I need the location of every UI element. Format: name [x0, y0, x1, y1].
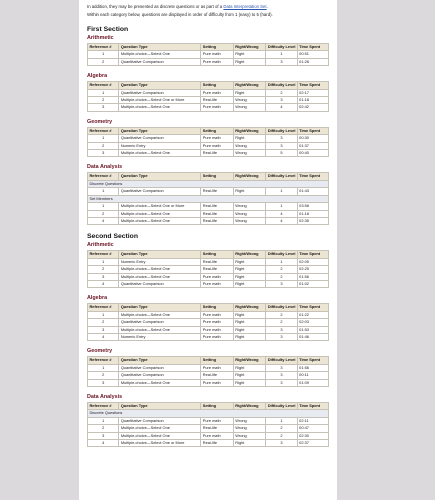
column-header: Difficulty Level — [267, 82, 296, 88]
column-header: Time Spent — [297, 82, 328, 89]
table-cell: Wrong — [233, 150, 266, 157]
table-cell: 01:18 — [297, 210, 328, 217]
table-cell: 00:11 — [297, 372, 328, 379]
group-label: Set Members — [88, 195, 329, 202]
header-row — [88, 403, 329, 410]
table-cell: 02:11 — [297, 417, 328, 424]
table-cell: 3 — [88, 326, 119, 333]
table-row — [88, 266, 329, 273]
table-cell: 00:51 — [297, 51, 328, 58]
category-title: Arithmetic — [87, 242, 114, 249]
table-row — [88, 203, 329, 210]
table-cell: Pure math — [201, 142, 234, 149]
column-header: Difficulty Level — [267, 251, 296, 257]
table-row — [88, 273, 329, 280]
table-cell: Numeric Entry — [119, 333, 201, 340]
table-cell: 3 — [266, 364, 297, 371]
table-cell: 1 — [266, 51, 297, 58]
table-cell: 5 — [266, 150, 297, 157]
table-cell: Right — [233, 266, 266, 273]
document-page — [79, 0, 337, 500]
table-cell: 02:17 — [297, 89, 328, 96]
category-title: Arithmetic — [87, 35, 114, 41]
column-header: Question Type — [119, 44, 201, 51]
table-cell: Right — [233, 372, 266, 379]
table-cell: 2 — [266, 273, 297, 280]
table-cell: 01:56 — [297, 273, 328, 280]
table-cell: 3 — [266, 333, 297, 340]
column-header: Setting — [201, 304, 234, 311]
table-cell: Real-life — [201, 266, 234, 273]
table-row — [88, 89, 329, 96]
table-row — [88, 425, 329, 432]
intro-line-2: Within each category below, questions are displayed in order of difficulty from 1 (easy) to 5 (hard). — [87, 12, 273, 17]
table-cell: 3 — [266, 142, 297, 149]
table-cell: 2 — [266, 425, 297, 432]
table-row — [88, 280, 329, 287]
table-cell: 2 — [88, 210, 119, 217]
header-row — [88, 173, 329, 180]
table-row — [88, 326, 329, 333]
category-title: Data Analysis — [87, 164, 123, 171]
table-cell: 1 — [88, 203, 119, 210]
table-cell: 1 — [88, 417, 119, 424]
table-cell: 2 — [88, 97, 119, 104]
table-cell: Multiple-choice—Select One — [119, 311, 201, 318]
table-cell: Quantitative Comparison — [119, 135, 201, 142]
column-header: Setting — [201, 173, 234, 180]
data-interpretation-set-link[interactable]: Data Interpretation Set — [223, 4, 267, 9]
table-cell: 02:05 — [297, 258, 328, 265]
table-cell: Real-life — [201, 97, 234, 104]
table-cell: Multiple-choice—Select One — [119, 150, 201, 157]
table-cell: 1 — [88, 135, 119, 142]
table-cell: Right — [233, 319, 266, 326]
table-cell: 2 — [266, 89, 297, 96]
table-cell: 3 — [88, 273, 119, 280]
column-header: Difficulty Level — [267, 44, 296, 49]
table-row — [88, 364, 329, 371]
table-cell: Right — [233, 58, 266, 65]
table-cell: 4 — [88, 440, 119, 447]
table-cell: 01:43 — [297, 188, 328, 195]
table-cell: 2 — [88, 319, 119, 326]
intro-text: In addition, they may be presented as discrete questions or as part of a — [87, 4, 224, 9]
table-cell: 3 — [266, 326, 297, 333]
column-header: Question Type — [119, 357, 201, 364]
table-cell: Pure math — [201, 333, 234, 340]
table-cell: Real-life — [201, 150, 234, 157]
table-cell: Quantitative Comparison — [119, 58, 201, 65]
column-header: Right/Wrong — [233, 251, 266, 258]
table-cell: 1 — [88, 364, 119, 371]
table-row — [88, 333, 329, 340]
table-cell: 01:37 — [297, 142, 328, 149]
category-title: Algebra — [87, 73, 108, 80]
table-row — [88, 135, 329, 142]
table-row — [88, 142, 329, 149]
table-cell: 1 — [88, 258, 119, 265]
table-cell: 01:56 — [297, 364, 328, 371]
table-cell: 02:42 — [297, 104, 328, 111]
column-header: Reference # — [88, 357, 119, 364]
table-cell: 3 — [266, 440, 297, 447]
table-cell: Right — [233, 333, 266, 340]
table-cell: 2 — [88, 266, 119, 273]
category-block — [87, 164, 329, 225]
table-cell: Pure math — [201, 311, 234, 318]
column-header: Right/Wrong — [233, 403, 266, 410]
table-cell: 2 — [88, 425, 119, 432]
table-row — [88, 432, 329, 439]
table-cell: Quantitative Comparison — [119, 319, 201, 326]
header-row — [88, 251, 329, 258]
table-cell: Multiple-choice—Select One — [119, 51, 201, 58]
table-cell: Wrong — [233, 425, 266, 432]
table-cell: 02:03 — [297, 319, 328, 326]
table-cell: 1 — [88, 51, 119, 58]
column-header: Difficulty Level — [267, 173, 296, 179]
table-cell: Real-life — [201, 217, 234, 224]
table-cell: Right — [233, 326, 266, 333]
table-cell: Multiple-choice—Select One — [119, 210, 201, 217]
table-cell: 1 — [88, 89, 119, 96]
table-cell: Pure math — [201, 89, 234, 96]
table-cell: 03:58 — [297, 203, 328, 210]
table-cell: Quantitative Comparison — [119, 417, 201, 424]
table-cell: Wrong — [233, 217, 266, 224]
category-title: Data Analysis — [87, 394, 123, 400]
group-label: Discrete Questions — [88, 410, 329, 417]
table-cell: 2 — [266, 432, 297, 439]
header-row — [88, 127, 329, 134]
column-header: Setting — [201, 127, 234, 134]
header-row — [88, 82, 329, 89]
table-cell: 1 — [88, 188, 119, 195]
table-row — [88, 379, 329, 386]
table-cell: 3 — [88, 432, 119, 439]
table-cell: 01:18 — [297, 97, 328, 104]
table-cell: 01:02 — [297, 280, 328, 287]
column-header: Reference # — [88, 127, 119, 134]
column-header: Time Spent — [297, 357, 328, 364]
section-title: First Section — [87, 26, 129, 33]
table-cell: Pure math — [201, 51, 234, 58]
column-header: Setting — [201, 403, 234, 410]
table-cell: Real-life — [201, 425, 234, 432]
table-cell: 4 — [266, 217, 297, 224]
section-title: Second Section — [87, 233, 138, 241]
results-table — [87, 356, 329, 387]
table-cell: 3 — [266, 97, 297, 104]
table-cell: 2 — [266, 319, 297, 326]
table-cell: Pure math — [201, 280, 234, 287]
column-header: Difficulty Level — [267, 127, 296, 133]
table-cell: 02:30 — [297, 432, 328, 439]
column-header: Right/Wrong — [233, 357, 266, 364]
group-row — [88, 410, 329, 417]
results-table — [87, 127, 329, 158]
column-header: Reference # — [88, 173, 119, 180]
table-cell: Quantitative Comparison — [119, 372, 201, 379]
table-cell: Pure math — [201, 326, 234, 333]
table-cell: 01:26 — [297, 58, 328, 65]
results-table — [87, 81, 329, 112]
table-cell: Numeric Entry — [119, 142, 201, 149]
table-cell: Wrong — [233, 210, 266, 217]
table-cell: Numeric Entry — [119, 258, 201, 265]
table-cell: Right — [233, 135, 266, 142]
table-cell: Quantitative Comparison — [119, 188, 201, 195]
results-table — [87, 172, 329, 225]
category-block — [87, 394, 329, 447]
table-cell: Quantitative Comparison — [119, 364, 201, 371]
table-cell: Right — [233, 379, 266, 386]
category-title: Geometry — [87, 118, 113, 125]
table-row — [88, 104, 329, 111]
table-cell: 4 — [266, 210, 297, 217]
table-cell: Right — [233, 311, 266, 318]
column-header: Question Type — [119, 251, 201, 258]
results-table — [87, 402, 329, 447]
column-header: Difficulty Level — [267, 403, 296, 408]
table-cell: Wrong — [233, 417, 266, 424]
table-cell: 01:46 — [297, 333, 328, 340]
column-header: Setting — [201, 251, 234, 258]
table-cell: 4 — [88, 217, 119, 224]
table-row — [88, 217, 329, 224]
table-row — [88, 311, 329, 318]
table-cell: Pure math — [201, 58, 234, 65]
table-cell: 1 — [88, 311, 119, 318]
column-header: Time Spent — [297, 304, 328, 311]
column-header: Question Type — [119, 304, 201, 311]
column-header: Setting — [201, 357, 234, 364]
intro-punct: . — [266, 4, 268, 9]
table-row — [88, 258, 329, 265]
table-cell: Right — [233, 273, 266, 280]
table-cell: Multiple-choice—Select One or More — [119, 203, 201, 210]
column-header: Reference # — [88, 304, 119, 311]
table-cell: 00:40 — [297, 150, 328, 157]
column-header: Difficulty Level — [267, 304, 296, 310]
table-row — [88, 97, 329, 104]
table-cell: Pure math — [201, 135, 234, 142]
table-cell: Pure math — [201, 364, 234, 371]
table-cell: Right — [233, 364, 266, 371]
group-row — [88, 195, 329, 202]
table-cell: Pure math — [201, 319, 234, 326]
table-cell: Wrong — [233, 97, 266, 104]
table-cell: 01:22 — [297, 311, 328, 318]
group-label: Discrete Questions — [88, 180, 329, 187]
column-header: Reference # — [88, 251, 119, 258]
table-cell: Real-life — [201, 188, 234, 195]
table-cell: Right — [233, 440, 266, 447]
table-cell: Quantitative Comparison — [119, 280, 201, 287]
table-cell: Right — [233, 51, 266, 58]
table-cell: 1 — [266, 258, 297, 265]
category-block — [87, 73, 329, 112]
table-cell: Multiple-choice—Select One — [119, 217, 201, 224]
results-table — [87, 43, 329, 66]
column-header: Question Type — [119, 82, 201, 89]
table-cell: 3 — [88, 379, 119, 386]
table-cell: Multiple-choice—Select One — [119, 266, 201, 273]
table-row — [88, 188, 329, 195]
table-cell: 1 — [266, 417, 297, 424]
table-cell: Right — [233, 280, 266, 287]
group-row — [88, 180, 329, 187]
column-header: Difficulty Level — [267, 357, 296, 363]
category-block — [87, 242, 329, 288]
header-row — [88, 357, 329, 364]
table-cell: Multiple-choice—Select One or More — [119, 97, 201, 104]
category-block — [87, 295, 329, 341]
column-header: Question Type — [119, 127, 201, 134]
table-cell: Real-life — [201, 372, 234, 379]
table-row — [88, 210, 329, 217]
column-header: Question Type — [119, 173, 201, 180]
table-row — [88, 319, 329, 326]
table-cell: Real-life — [201, 440, 234, 447]
table-cell: Pure math — [201, 379, 234, 386]
table-cell: 3 — [266, 379, 297, 386]
table-cell: Real-life — [201, 258, 234, 265]
header-row — [88, 44, 329, 51]
table-cell: 01:09 — [297, 379, 328, 386]
column-header: Right/Wrong — [233, 127, 266, 134]
table-cell: Wrong — [233, 203, 266, 210]
category-block — [87, 348, 329, 387]
column-header: Setting — [201, 82, 234, 89]
column-header: Time Spent — [297, 173, 328, 180]
table-cell: Pure math — [201, 432, 234, 439]
table-cell: 2 — [266, 311, 297, 318]
table-cell: 2 — [266, 266, 297, 273]
table-cell: 3 — [266, 58, 297, 65]
column-header: Right/Wrong — [233, 304, 266, 311]
table-cell: 2 — [88, 372, 119, 379]
results-table — [87, 250, 329, 288]
sections-container — [87, 26, 329, 447]
category-title: Algebra — [87, 295, 108, 302]
table-cell: 2 — [88, 142, 119, 149]
table-cell: 01:53 — [297, 326, 328, 333]
table-cell: Multiple-choice—Select One — [119, 326, 201, 333]
table-cell: Multiple-choice—Select One — [119, 104, 201, 111]
category-title: Geometry — [87, 348, 113, 355]
column-header: Time Spent — [297, 403, 328, 410]
column-header: Reference # — [88, 403, 119, 410]
table-cell: Pure math — [201, 104, 234, 111]
table-row — [88, 58, 329, 65]
table-cell: 3 — [266, 135, 297, 142]
column-header: Question Type — [119, 403, 201, 410]
table-cell: Multiple-choice—Select One — [119, 432, 201, 439]
column-header: Time Spent — [297, 44, 328, 51]
table-cell: 3 — [88, 150, 119, 157]
table-cell: Multiple-choice—Select One or More — [119, 440, 201, 447]
table-cell: Real-life — [201, 203, 234, 210]
table-cell: 3 — [266, 280, 297, 287]
table-cell: Right — [233, 89, 266, 96]
table-row — [88, 440, 329, 447]
table-cell: Pure math — [201, 417, 234, 424]
table-cell: Quantitative Comparison — [119, 89, 201, 96]
table-cell: Right — [233, 258, 266, 265]
header-row — [88, 304, 329, 311]
column-header: Time Spent — [297, 127, 328, 134]
column-header: Reference # — [88, 44, 119, 51]
table-cell: 00:47 — [297, 425, 328, 432]
table-cell: Multiple-choice—Select One — [119, 379, 201, 386]
column-header: Right/Wrong — [233, 44, 266, 51]
table-cell: 4 — [266, 104, 297, 111]
table-row — [88, 417, 329, 424]
table-cell: Real-life — [201, 210, 234, 217]
table-cell: 3 — [266, 372, 297, 379]
category-block — [87, 35, 329, 66]
column-header: Right/Wrong — [233, 173, 266, 180]
results-table — [87, 303, 329, 341]
table-cell: 02:25 — [297, 266, 328, 273]
table-row — [88, 372, 329, 379]
column-header: Right/Wrong — [233, 82, 266, 89]
table-cell: Right — [233, 188, 266, 195]
table-cell: 3 — [88, 104, 119, 111]
table-row — [88, 51, 329, 58]
table-cell: Wrong — [233, 432, 266, 439]
table-cell: 1 — [266, 188, 297, 195]
table-cell: 00:30 — [297, 135, 328, 142]
table-cell: 4 — [88, 280, 119, 287]
table-cell: Wrong — [233, 104, 266, 111]
table-row — [88, 150, 329, 157]
table-cell: 02:35 — [297, 217, 328, 224]
table-cell: Multiple-choice—Select One — [119, 425, 201, 432]
table-cell: Pure math — [201, 273, 234, 280]
table-cell: 02:37 — [297, 440, 328, 447]
column-header: Time Spent — [297, 251, 328, 258]
table-cell: 4 — [88, 333, 119, 340]
category-block — [87, 119, 329, 158]
table-cell: Multiple-choice—Select One — [119, 273, 201, 280]
intro-line-1 — [87, 4, 329, 10]
table-cell: Wrong — [233, 142, 266, 149]
column-header: Setting — [201, 44, 234, 51]
column-header: Reference # — [88, 82, 119, 89]
table-cell: 2 — [88, 58, 119, 65]
table-cell: 1 — [266, 203, 297, 210]
